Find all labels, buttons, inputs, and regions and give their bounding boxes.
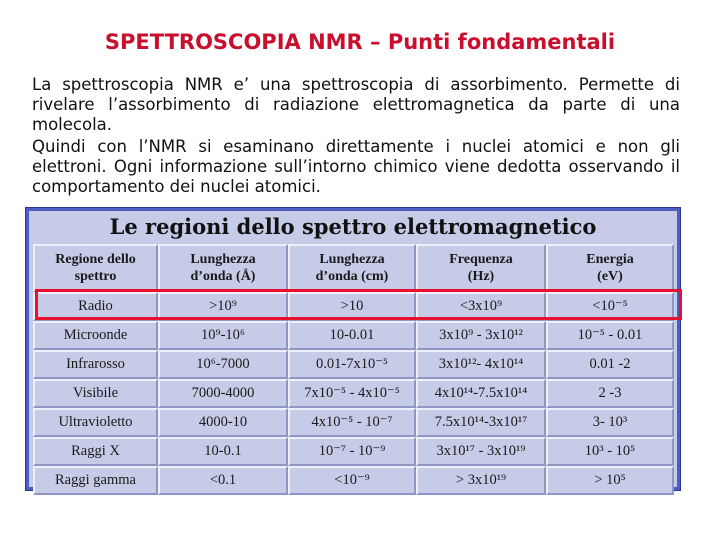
cell-wavelength-cm: 10-0.01 [288, 321, 416, 350]
header-wavelength-angstrom: Lunghezza d’onda (Å) [158, 244, 288, 292]
cell-wavelength-angstrom: 4000-10 [158, 408, 288, 437]
cell-frequency: 3x10¹⁷ - 3x10¹⁹ [416, 437, 546, 466]
cell-region: Ultravioletto [33, 408, 158, 437]
cell-wavelength-cm: 4x10⁻⁵ - 10⁻⁷ [288, 408, 416, 437]
cell-wavelength-cm: >10 [288, 292, 416, 321]
cell-region: Raggi gamma [33, 466, 158, 495]
cell-wavelength-angstrom: 10⁶-7000 [158, 350, 288, 379]
cell-wavelength-cm: 10⁻⁷ - 10⁻⁹ [288, 437, 416, 466]
slide-title: SPETTROSCOPIA NMR – Punti fondamentali [104, 30, 616, 54]
cell-region: Infrarosso [33, 350, 158, 379]
cell-energy: 10⁻⁵ - 0.01 [546, 321, 674, 350]
cell-frequency: > 3x10¹⁹ [416, 466, 546, 495]
table-row [33, 350, 674, 379]
intro-paragraph-2: Quindi con l’NMR si esaminano direttamente i nuclei atomici e non gli elettroni. Ogni informazione sull’intorno chimico viene dedotta osservando il comportamento dei nuclei atomici. [32, 137, 680, 196]
cell-wavelength-angstrom: 10-0.1 [158, 437, 288, 466]
spectrum-table [33, 244, 674, 495]
cell-region: Radio [33, 292, 158, 321]
table-row [33, 408, 674, 437]
cell-energy: 10³ - 10⁵ [546, 437, 674, 466]
spectrum-table-frame [25, 207, 681, 491]
cell-energy: 3- 10³ [546, 408, 674, 437]
table-row [33, 379, 674, 408]
cell-wavelength-cm: <10⁻⁹ [288, 466, 416, 495]
cell-wavelength-angstrom: <0.1 [158, 466, 288, 495]
cell-region: Raggi X [33, 437, 158, 466]
cell-frequency: 7.5x10¹⁴-3x10¹⁷ [416, 408, 546, 437]
cell-frequency: 4x10¹⁴-7.5x10¹⁴ [416, 379, 546, 408]
intro-paragraph-1: La spettroscopia NMR e’ una spettroscopia di assorbimento. Permette di rivelare l’assorbimento di radiazione elettromagnetica da parte di una molecola. [32, 75, 680, 134]
cell-wavelength-cm: 7x10⁻⁵ - 4x10⁻⁵ [288, 379, 416, 408]
table-title: Le regioni dello spettro elettromagnetico [109, 214, 597, 239]
cell-frequency: <3x10⁹ [416, 292, 546, 321]
cell-energy: 0.01 -2 [546, 350, 674, 379]
header-wavelength-cm: Lunghezza d’onda (cm) [288, 244, 416, 292]
header-energy: Energia (eV) [546, 244, 674, 292]
header-region: Regione dello spettro [33, 244, 158, 292]
table-header-row [33, 244, 674, 292]
cell-energy: > 10⁵ [546, 466, 674, 495]
table-row [33, 437, 674, 466]
cell-frequency: 3x10¹²- 4x10¹⁴ [416, 350, 546, 379]
cell-region: Microonde [33, 321, 158, 350]
cell-wavelength-angstrom: 10⁹-10⁶ [158, 321, 288, 350]
cell-energy: 2 -3 [546, 379, 674, 408]
header-frequency: Frequenza (Hz) [416, 244, 546, 292]
spectrum-table-panel [29, 211, 677, 487]
cell-energy: <10⁻⁵ [546, 292, 674, 321]
table-row [33, 321, 674, 350]
table-row [33, 466, 674, 495]
intro-text [32, 75, 680, 197]
cell-wavelength-cm: 0.01-7x10⁻⁵ [288, 350, 416, 379]
cell-wavelength-angstrom: 7000-4000 [158, 379, 288, 408]
cell-frequency: 3x10⁹ - 3x10¹² [416, 321, 546, 350]
table-row [33, 292, 674, 321]
cell-wavelength-angstrom: >10⁹ [158, 292, 288, 321]
cell-region: Visibile [33, 379, 158, 408]
